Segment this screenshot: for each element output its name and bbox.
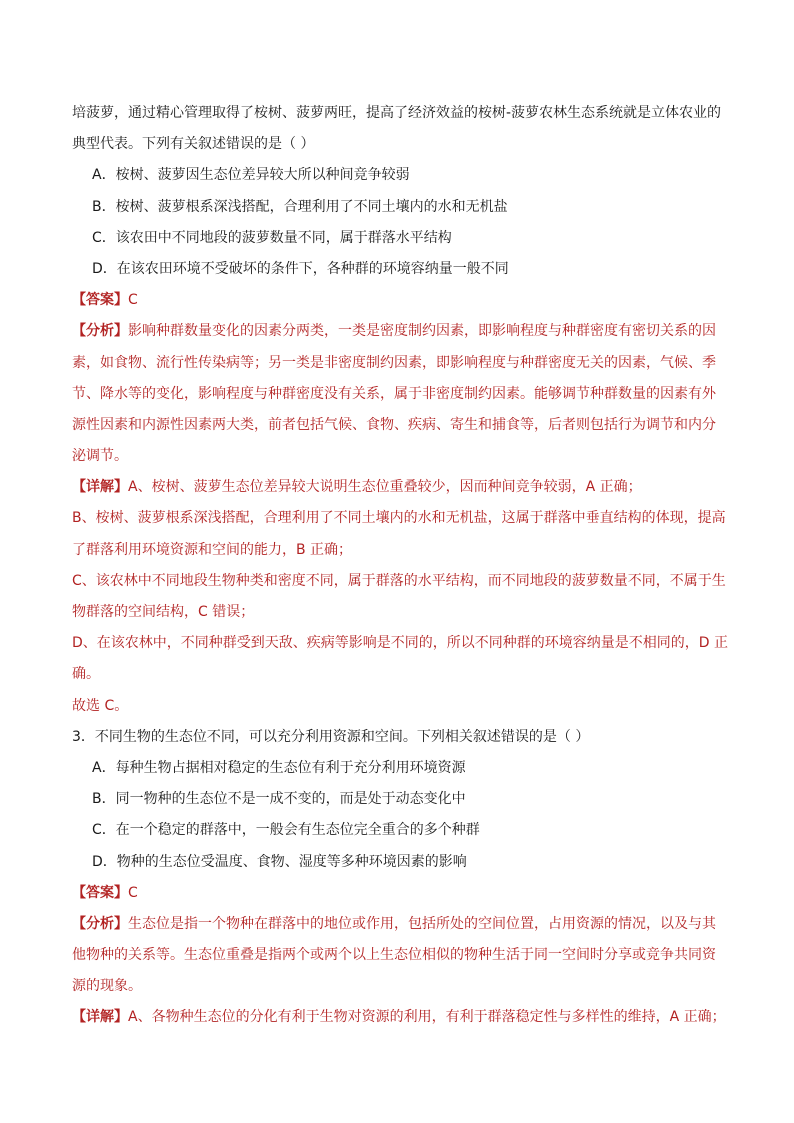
q3-option-d: D．物种的生态位受温度、食物、湿度等多种环境因素的影响	[92, 853, 467, 870]
detail-text: A、桉树、菠萝生态位差异较大说明生态位重叠较少，因而种间竞争较弱，A 正确；	[128, 479, 642, 496]
q2-stem-line: 培菠萝，通过精心管理取得了桉树、菠萝两旺，提高了经济效益的桉树-菠萝农林生态系统就是立体农业的	[72, 105, 722, 121]
q2-detail-line: C、该农林中不同地段生物种类和密度不同，属于群落的水平结构，而不同地段的菠萝数量不同，不属于生	[72, 572, 726, 589]
q2-option-d: D．在该农田环境不受破坏的条件下，各种群的环境容纳量一般不同	[92, 260, 509, 277]
q2-analysis-line: 节、降水等的变化，影响程度与种群密度没有关系，属于非密度制约因素。能够调节种群数量的因素有外	[72, 385, 716, 402]
q2-detail-line: 确。	[72, 666, 100, 683]
detail-text: A、各物种生态位的分化有利于生物对资源的利用，有利于群落稳定性与多样性的维持，A 正确；	[128, 1009, 726, 1026]
q2-analysis-line: 泌调节。	[72, 448, 128, 465]
q3-analysis-line: 源的现象。	[72, 978, 142, 995]
q2-stem-line: 典型代表。下列有关叙述错误的是（ ）	[72, 136, 315, 153]
q2-analysis-line: 源性因素和内源性因素两大类，前者包括气候、食物、疾病、寄生和捕食等，后者则包括行为调节和内分	[72, 416, 716, 433]
q2-conclusion: 故选 C。	[72, 697, 129, 714]
detail-tag: 【详解】	[72, 1009, 128, 1026]
q2-answer	[72, 285, 732, 316]
q2-detail-line: D、在该农林中，不同种群受到天敌、疾病等影响是不同的，所以不同种群的环境容纳量是不相同的，D 正	[72, 635, 729, 652]
q3-answer	[72, 878, 732, 909]
q3-detail-line	[72, 1002, 732, 1033]
answer-tag: 【答案】	[72, 292, 128, 309]
document-page	[72, 98, 732, 1034]
q2-option-b: B．桉树、菠萝根系深浅搭配，合理利用了不同土壤内的水和无机盐	[92, 198, 508, 215]
q3-option-c: C．在一个稳定的群落中，一般会有生态位完全重合的多个种群	[92, 822, 480, 839]
q2-option-c: C．该农田中不同地段的菠萝数量不同，属于群落水平结构	[92, 229, 452, 246]
q3-option-b: B．同一物种的生态位不是一成不变的，而是处于动态变化中	[92, 791, 466, 808]
q2-analysis-line	[72, 316, 732, 347]
q2-detail-line	[72, 472, 732, 503]
detail-tag: 【详解】	[72, 479, 128, 496]
answer-tag: 【答案】	[72, 884, 128, 901]
q2-detail-line: 物群落的空间结构，C 错误；	[72, 604, 255, 620]
q2-detail-line: 了群落利用环境资源和空间的能力，B 正确；	[72, 541, 353, 558]
q2-detail-line: B、桉树、菠萝根系深浅搭配，合理利用了不同土壤内的水和无机盐，这属于群落中垂直结构的体现，提高	[72, 510, 726, 527]
q2-analysis-line: 素，如食物、流行性传染病等；另一类是非密度制约因素，即影响程度与种群密度无关的因素，气候、季	[72, 354, 716, 371]
analysis-tag: 【分析】	[72, 323, 128, 340]
q3-option-a: A．每种生物占据相对稳定的生态位有利于充分利用环境资源	[92, 759, 466, 776]
q3-analysis-line: 他物种的关系等。生态位重叠是指两个或两个以上生态位相似的物种生活于同一空间时分享或竞争共同资	[72, 947, 716, 964]
answer-value: C	[128, 292, 138, 309]
q3-analysis-line	[72, 909, 732, 940]
answer-value: C	[128, 884, 138, 901]
q3-stem: 3．不同生物的生态位不同，可以充分利用资源和空间。下列相关叙述错误的是（ ）	[72, 728, 590, 745]
q2-option-a: A．桉树、菠萝因生态位差异较大所以种间竞争较弱	[92, 167, 410, 184]
analysis-tag: 【分析】	[72, 915, 128, 932]
analysis-text: 影响种群数量变化的因素分两类，一类是密度制约因素，即影响程度与种群密度有密切关系的因	[128, 323, 716, 340]
analysis-text: 生态位是指一个物种在群落中的地位或作用，包括所处的空间位置，占用资源的情况，以及与其	[128, 915, 716, 932]
